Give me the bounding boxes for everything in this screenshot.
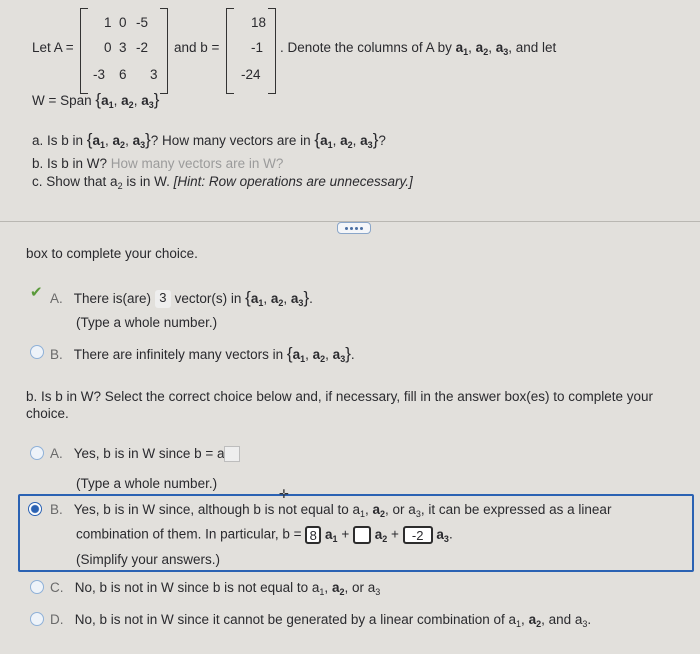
part-b-option-b-line2: combination of them. In particular, b = 8 $a_1 + a_2 + -2$ $a_3$. [76, 526, 453, 544]
coefficient-a3-input[interactable]: -2 [403, 526, 433, 544]
part-b-option-a-radio[interactable] [30, 446, 44, 460]
matrix-a-cell: -5 [136, 15, 149, 30]
w-span-definition: W = Span {$a_1$, $a_2$, $a_3$} [32, 90, 160, 110]
and-b-label: and b = [174, 40, 220, 55]
matrix-a-cell: 1 [104, 15, 112, 30]
part-b-option-b-radio[interactable] [28, 502, 42, 516]
vector-b-cell: -1 [251, 40, 264, 55]
matrix-a-cell: -3 [93, 67, 106, 82]
vector-b-right-bracket [268, 8, 276, 94]
part-b-option-d-radio[interactable] [30, 612, 44, 626]
matrix-a-cell: 6 [119, 67, 127, 82]
part-b-option-d[interactable]: D. No, b is not in W since it cannot be generated by a linear combination of $a_1$, $a_2$, and $a_3$. [50, 612, 592, 629]
vector-b-cell: -24 [241, 67, 261, 82]
question-a: a. Is b in {$a_1$, $a_2$, $a_3$}? How many vectors are in {$a_1$, $a_2$, $a_3$}? [32, 130, 386, 150]
question-c: c. Show that $a_2$ is in W. [Hint: Row operations are unnecessary.] [32, 174, 413, 191]
part-b-option-a-note: (Type a whole number.) [76, 476, 218, 491]
vector-b-cell: 18 [251, 15, 267, 30]
mouse-cursor-icon: ✛ [279, 487, 290, 501]
matrix-a-cell: 3 [119, 40, 127, 55]
matrix-a-left-bracket [80, 8, 88, 94]
expand-more-button[interactable] [337, 222, 371, 234]
part-a-option-a-note: (Type a whole number.) [76, 315, 218, 330]
question-b: b. Is b in W? How many vectors are in W? [32, 156, 284, 171]
let-a-label: Let A = [32, 40, 74, 55]
matrix-a-cell: 0 [104, 40, 112, 55]
part-a-option-b-radio[interactable] [30, 345, 44, 359]
part-b-option-c[interactable]: C. No, b is not in W since b is not equal to $a_1$, $a_2$, or $a_3$ [50, 580, 381, 597]
part-b-option-a[interactable]: A. Yes, b is in W since b = a [50, 446, 240, 462]
matrix-a-cell: 3 [150, 67, 158, 82]
part-b-option-b-line1[interactable]: B. Yes, b is in W since, although b is not equal to $a_1$, $a_2$, or $a_3$, it can be expressed as a linear [50, 502, 612, 519]
part-b-option-b-note: (Simplify your answers.) [76, 552, 221, 567]
correct-check-icon: ✔ [30, 284, 43, 301]
matrix-a-right-bracket [160, 8, 168, 94]
part-a-option-b[interactable]: B. There are infinitely many vectors in {$a_1$, $a_2$, $a_3$}. [50, 344, 355, 364]
vector-count-answer[interactable]: 3 [155, 290, 171, 308]
part-a-instruction: box to complete your choice. [26, 246, 198, 261]
matrix-a-cell: 0 [119, 15, 127, 30]
part-b-option-c-radio[interactable] [30, 580, 44, 594]
denote-columns-text: . Denote the columns of A by $a_1$, $a_2$, $a_3$, and let [280, 40, 557, 57]
part-a-option-a[interactable]: A. There is(are) 3 vector(s) in {$a_1$, $a_2$, $a_3$}. [50, 288, 313, 308]
vector-b-left-bracket [226, 8, 234, 94]
coefficient-a1-input[interactable]: 8 [305, 526, 321, 544]
matrix-a-cell: -2 [136, 40, 149, 55]
part-b-question: b. Is b in W? Select the correct choice below and, if necessary, fill in the answer box(es) to complete your choice. [26, 389, 654, 421]
coefficient-a2-input[interactable] [353, 526, 371, 544]
part-b-option-a-input[interactable] [224, 446, 240, 462]
